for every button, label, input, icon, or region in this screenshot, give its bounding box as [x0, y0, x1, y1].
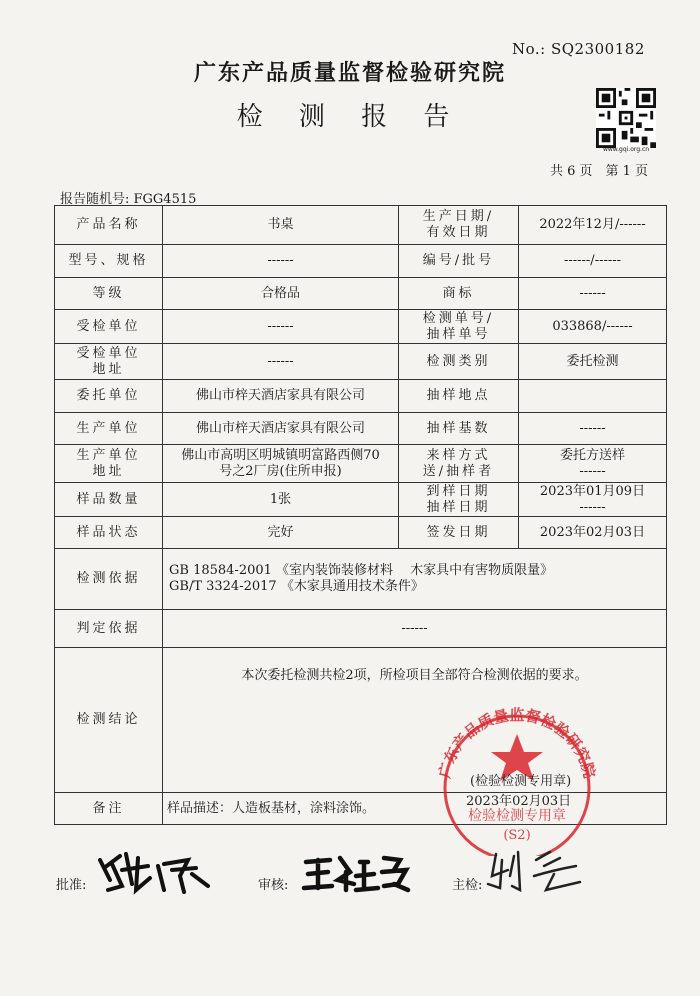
row-label: 产品名称 — [55, 206, 163, 245]
approve-label: 批准: — [56, 878, 87, 893]
conclusion-text: 本次委托检测共检2项，所检项目全部符合检测依据的要求。 — [241, 668, 588, 683]
row-label-2: 到样日期 抽样日期 — [399, 483, 519, 517]
row-value: 书桌 — [163, 206, 399, 245]
info-row — [55, 445, 667, 483]
row-label: 型号、规格 — [55, 245, 163, 278]
row-value-2 — [519, 380, 667, 413]
approver-signature — [92, 846, 222, 896]
qr-code-icon — [596, 88, 656, 148]
random-number: 报告随机号: FGG4515 — [60, 192, 197, 207]
row-value-2: 2022年12月/------ — [519, 206, 667, 245]
row-value-2: 委托方送样 ------ — [519, 445, 667, 483]
stamp-date: 2023年02月03日 — [466, 794, 572, 809]
row-value-2: 委托检测 — [519, 344, 667, 380]
info-row — [55, 483, 667, 517]
remark-value: 样品描述：人造板基材，涂料涂饰。 — [163, 793, 667, 825]
row-label-2: 检测类别 — [399, 344, 519, 380]
info-row — [55, 517, 667, 549]
reviewer-signature — [300, 850, 415, 895]
info-row — [55, 245, 667, 278]
row-label: 样品状态 — [55, 517, 163, 549]
row-value-2: ------/------ — [519, 245, 667, 278]
info-row — [55, 344, 667, 380]
row-value-2: 2023年02月03日 — [519, 517, 667, 549]
row-label-2: 签发日期 — [399, 517, 519, 549]
basis-value — [163, 549, 667, 610]
review-label: 审核: — [258, 878, 289, 893]
row-value-2: ------ — [519, 413, 667, 445]
seal-code: (S2) — [503, 828, 531, 843]
row-value: 完好 — [163, 517, 399, 549]
inspector-signature — [484, 846, 594, 896]
row-value: 合格品 — [163, 278, 399, 310]
judgement-row — [55, 610, 667, 648]
row-label-2: 检测单号/ 抽样单号 — [399, 310, 519, 344]
info-row — [55, 278, 667, 310]
main-inspector-label: 主检: — [452, 878, 483, 893]
basis-label: 检测依据 — [55, 549, 163, 610]
qr-url: www.gqi.org.cn — [602, 146, 650, 153]
basis-line-2: GB/T 3324-2017 《木家具通用技术条件》 — [169, 579, 424, 594]
row-label: 生产单位 地址 — [55, 445, 163, 483]
institute-name: 广东产品质量监督检验研究院 — [193, 60, 506, 86]
report-number: No.: SQ2300182 — [512, 40, 645, 58]
row-value: 佛山市梓天酒店家具有限公司 — [163, 380, 399, 413]
row-label: 委托单位 — [55, 380, 163, 413]
row-value: ------ — [163, 344, 399, 380]
info-row — [55, 206, 667, 245]
remark-label: 备注 — [55, 793, 163, 825]
seal-arc-text: 广东产品质量监督检验研究院 — [435, 706, 599, 780]
info-row — [55, 310, 667, 344]
page-info: 共 6 页 第 1 页 — [550, 164, 649, 179]
row-label-2: 编号/批号 — [399, 245, 519, 278]
row-label-2: 来样方式 送/抽样者 — [399, 445, 519, 483]
judgement-value: ------ — [163, 610, 667, 648]
row-label: 受检单位 地址 — [55, 344, 163, 380]
row-value: 佛山市高明区明城镇明富路西侧70 号之2厂房(住所申报) — [163, 445, 399, 483]
info-row — [55, 380, 667, 413]
row-label-2: 抽样基数 — [399, 413, 519, 445]
row-label-2: 商标 — [399, 278, 519, 310]
row-label: 受检单位 — [55, 310, 163, 344]
stamp-note: (检验检测专用章) — [470, 774, 572, 789]
seal-inner-text: 检验检测专用章 — [468, 808, 566, 824]
info-row — [55, 413, 667, 445]
row-label: 样品数量 — [55, 483, 163, 517]
row-value: ------ — [163, 310, 399, 344]
row-value-2: 033868/------ — [519, 310, 667, 344]
row-value: ------ — [163, 245, 399, 278]
conclusion-label: 检测结论 — [55, 648, 163, 793]
document-title: 检 测 报 告 — [236, 102, 464, 132]
judgement-label: 判定依据 — [55, 610, 163, 648]
row-value: 1张 — [163, 483, 399, 517]
row-value-2: 2023年01月09日 ------ — [519, 483, 667, 517]
row-label: 生产单位 — [55, 413, 163, 445]
basis-row — [55, 549, 667, 610]
row-label-2: 抽样地点 — [399, 380, 519, 413]
row-value-2: ------ — [519, 278, 667, 310]
row-label: 等级 — [55, 278, 163, 310]
row-label-2: 生产日期/ 有效日期 — [399, 206, 519, 245]
row-value: 佛山市梓天酒店家具有限公司 — [163, 413, 399, 445]
basis-line-1: GB 18584-2001 《室内装饰装修材料 木家具中有害物质限量》 — [169, 563, 554, 578]
